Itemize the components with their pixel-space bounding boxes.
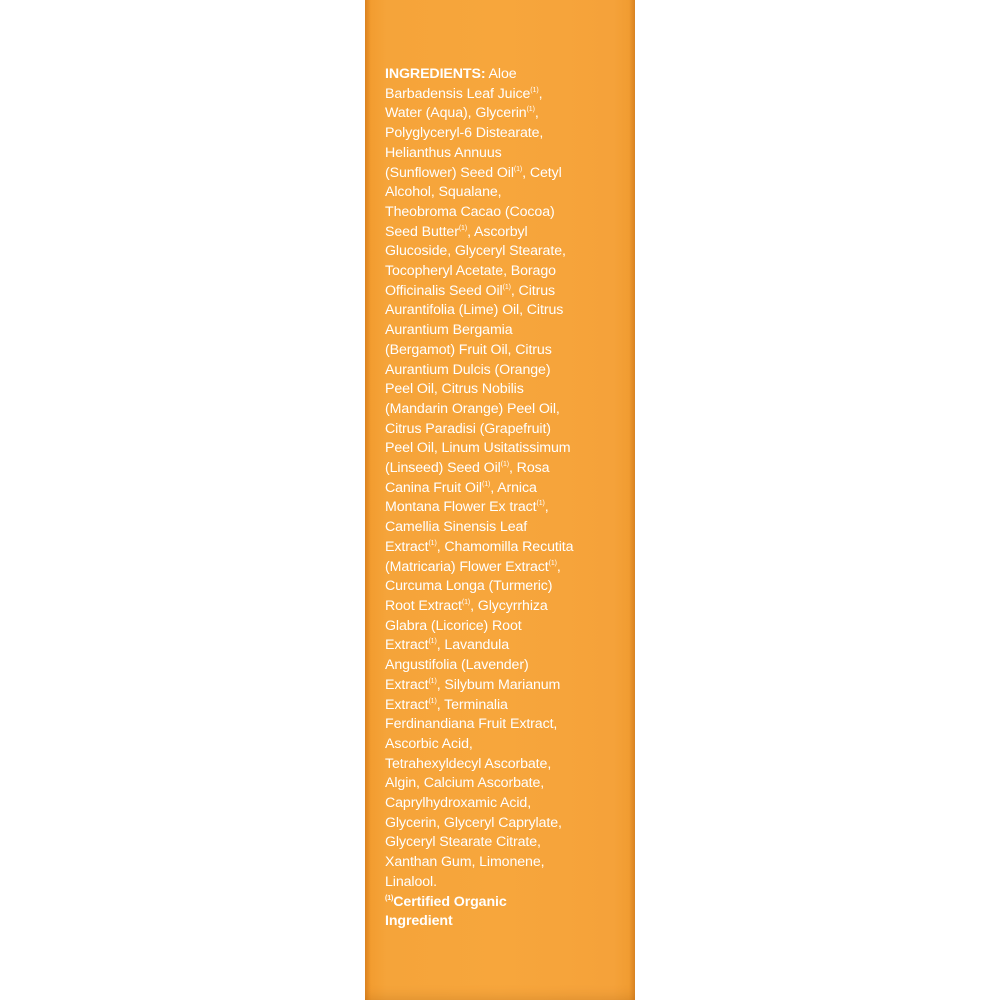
ingredient-line: INGREDIENTS: Aloe — [385, 66, 517, 82]
ingredient-line: Theobroma Cacao (Cocoa) — [385, 203, 555, 220]
organic-mark: (1) — [502, 283, 511, 291]
ingredient-line: Officinalis Seed Oil$^{(1)}$, Citrus — [385, 282, 556, 299]
ingredient-label-panel — [365, 0, 635, 1000]
ingredient-line: Algin, Calcium Ascorbate, — [385, 775, 545, 792]
ingredient-line: (Mandarin Orange) Peel Oil, — [385, 400, 560, 417]
ingredient-line: Camellia Sinensis Leaf — [385, 519, 528, 536]
ingredient-line: Linalool. — [385, 873, 437, 890]
ingredient-line: Xanthan Gum, Limonene, — [385, 854, 545, 871]
ingredient-line: Root Extract$^{(1)}$, Glycyrrhiza — [385, 597, 548, 614]
ingredient-line: Aurantium Dulcis (Orange) — [385, 361, 551, 378]
ingredient-line: Ascorbic Acid, — [385, 735, 473, 752]
organic-mark: (1) — [548, 559, 557, 567]
ingredient-line: Glucoside, Glyceryl Stearate, — [385, 243, 566, 260]
organic-mark: (1) — [530, 86, 539, 94]
ingredient-line: Aurantifolia (Lime) Oil, Citrus — [385, 302, 564, 319]
ingredient-line: Water (Aqua), Glycerin$^{(1)}$, — [385, 105, 539, 122]
organic-mark: (1) — [458, 224, 468, 232]
ingredient-line: Curcuma Longa (Turmeric) — [385, 578, 553, 595]
ingredient-line: Barbadensis Leaf Juice$^{(1)}$, — [385, 85, 543, 102]
organic-mark: (1) — [428, 677, 437, 685]
ingredient-line: Glycerin, Glyceryl Caprylate, — [385, 814, 562, 831]
ingredient-line: Polyglyceryl-6 Distearate, — [385, 125, 544, 142]
ingredient-line: (Matricaria) Flower Extract$^{(1)}$, — [385, 558, 561, 575]
ingredient-line: Aurantium Bergamia — [385, 322, 513, 339]
organic-mark: (1) — [428, 539, 437, 547]
organic-mark: (1) — [500, 461, 509, 469]
footnote-line: Ingredient — [385, 913, 453, 930]
footnote-line — [385, 893, 625, 913]
ingredient-line: (Linseed) Seed Oil$^{(1)}$, Rosa — [385, 460, 550, 477]
ingredient-line: Seed Butter$^{(1)}$, Ascorbyl — [385, 223, 528, 240]
ingredient-line: Angustifolia (Lavender) — [385, 657, 529, 674]
ingredient-line: Peel Oil, Citrus Nobilis — [385, 381, 524, 398]
panel-edge-shadow-left — [365, 0, 371, 1000]
ingredient-line: Extract$^{(1)}$, Lavandula — [385, 637, 509, 654]
organic-mark: (1) — [428, 697, 437, 705]
ingredient-line: Glabra (Licorice) Root — [385, 617, 522, 634]
ingredients-heading: INGREDIENTS: — [385, 66, 486, 82]
ingredient-line: Peel Oil, Linum Usitatissimum — [385, 440, 571, 457]
ingredient-line: Ferdinandiana Fruit Extract, — [385, 716, 558, 733]
ingredient-line: Extract$^{(1)}$, Terminalia — [385, 696, 508, 713]
ingredient-line: Tetrahexyldecyl Ascorbate, — [385, 755, 552, 772]
organic-mark: (1) — [526, 106, 535, 114]
ingredient-line: Tocopheryl Acetate, Borago — [385, 263, 556, 280]
ingredient-line: Caprylhydroxamic Acid, — [385, 795, 532, 812]
ingredient-line: Citrus Paradisi (Grapefruit) — [385, 420, 551, 437]
ingredient-line: Extract$^{(1)}$, Chamomilla Recutita — [385, 538, 574, 555]
organic-mark: (1) — [461, 598, 471, 606]
ingredient-line: Canina Fruit Oil$^{(1)}$, Arnica — [385, 479, 537, 496]
ingredient-line: Montana Flower Ex tract$^{(1)}$, — [385, 499, 549, 516]
organic-mark: (1) — [481, 480, 491, 488]
footnote-text: Certified Organic — [393, 893, 507, 910]
organic-mark: (1) — [536, 500, 545, 508]
ingredient-line: (Bergamot) Fruit Oil, Citrus — [385, 341, 552, 358]
ingredients-list — [385, 65, 625, 932]
ingredient-line: (Sunflower) Seed Oil$^{(1)}$, Cetyl — [385, 164, 562, 181]
ingredient-line: Helianthus Annuus — [385, 144, 502, 161]
organic-mark: (1) — [428, 638, 437, 646]
organic-mark: (1) — [513, 165, 523, 173]
panel-edge-shadow-right — [629, 0, 635, 1000]
ingredient-line: Alcohol, Squalane, — [385, 184, 502, 201]
ingredient-line: Glyceryl Stearate Citrate, — [385, 834, 541, 851]
footnote-mark: (1) — [385, 894, 394, 902]
ingredient-line: Extract$^{(1)}$, Silybum Marianum — [385, 676, 561, 693]
